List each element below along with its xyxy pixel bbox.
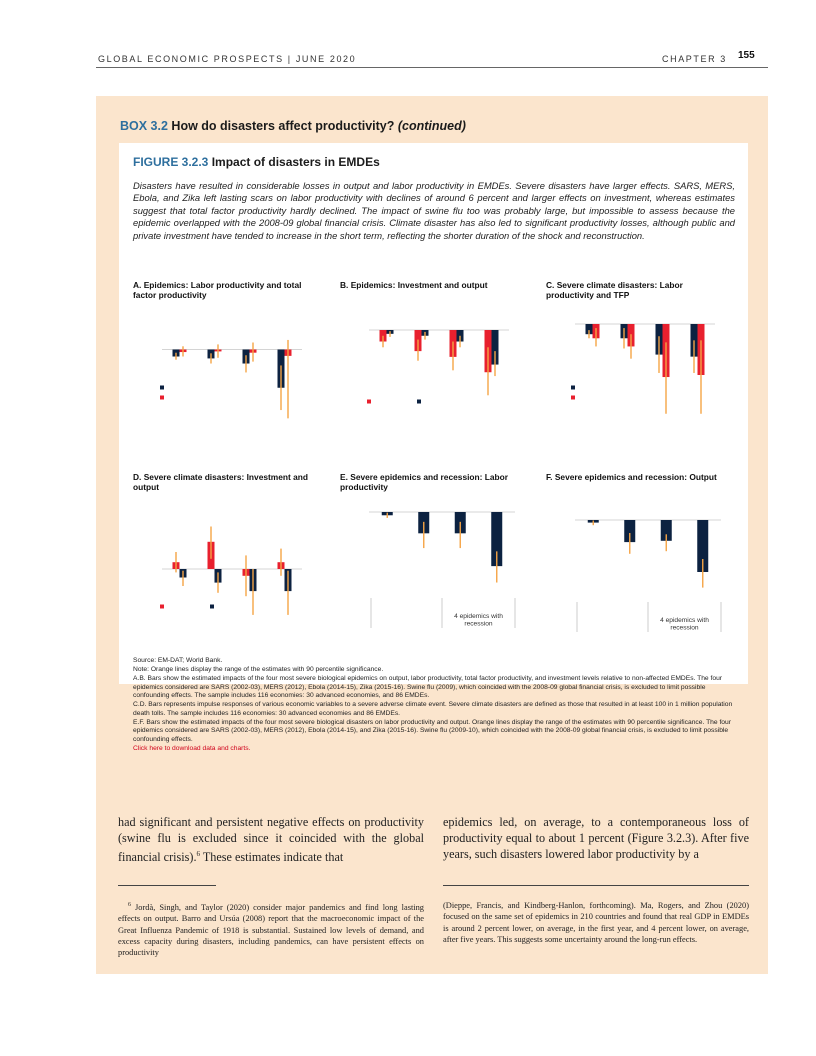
figure-label: FIGURE 3.2.3	[133, 155, 209, 169]
box-title	[120, 119, 466, 133]
footnote-ref[interactable]: 6	[196, 850, 201, 858]
chapter-label: CHAPTER 3	[662, 54, 727, 64]
chart-c-legend-swatch	[571, 386, 575, 390]
figure-title-text: Impact of disasters in EMDEs	[211, 155, 380, 169]
download-link[interactable]: Click here to download data and charts.	[133, 744, 251, 752]
chart-e-group-label	[454, 613, 503, 628]
footnote-left	[118, 900, 424, 959]
chart-a-legend-swatch	[160, 386, 164, 390]
body-left-tail: These estimates indicate that	[200, 850, 344, 865]
chart-e	[337, 498, 527, 638]
footnote-right: (Dieppe, Francis, and Kindberg-Hanlon, forthcoming). Ma, Rogers, and Zhou (2020) focused on the same set of epidemics in 210 countries and found that real GDP in EMDEs is around 2 percent lower, on average, in the first year, and 4 percent lower, on average, after five years. This suggests some uncertainty around the long-run effects.	[443, 901, 749, 945]
chart-d	[130, 500, 320, 640]
page-number: 155	[738, 50, 755, 61]
body-text-left	[118, 814, 424, 865]
box-label: BOX 3.2	[120, 119, 168, 133]
footnote-number: 6	[128, 902, 131, 908]
chart-b-legend-swatch	[367, 400, 371, 404]
chart-e-group-label-line: recession	[464, 620, 493, 628]
chart-b-legend-swatch	[417, 400, 421, 404]
chart-f-group-label-line: recession	[670, 624, 699, 632]
chart-d-legend-swatch	[160, 605, 164, 609]
chart-a-legend-swatch	[160, 396, 164, 400]
chart-e-title: E. Severe epidemics and recession: Labor productivity	[340, 472, 509, 492]
chart-a-title: A. Epidemics: Labor productivity and total factor productivity	[133, 280, 302, 300]
footnote-left-text: Jordà, Singh, and Taylor (2020) consider major pandemics and find long lasting effects on output. Barro and Ursúa (2008) report that the macroeconomic impact of the Great Influenza Pandemic of 1918 is substantial. Sustained low levels of demand, and excess capacity during disasters, including pandemics, can have persistent effects on productivity	[118, 902, 424, 958]
box-title-text: How do disasters affect productivity?	[171, 119, 395, 133]
header-rule	[96, 67, 768, 68]
running-header: GLOBAL ECONOMIC PROSPECTS | JUNE 2020	[98, 54, 357, 64]
figure-title	[133, 155, 380, 169]
footnote-rule-right	[443, 885, 749, 886]
box-continued: (continued)	[397, 119, 466, 133]
chart-f-title: F. Severe epidemics and recession: Output	[546, 472, 717, 482]
chart-b	[337, 306, 527, 446]
chart-e-group-label-line: 4 epidemics with	[454, 613, 503, 620]
chart-d-title: D. Severe climate disasters: Investment and output	[133, 472, 309, 492]
chart-c-legend-swatch	[571, 396, 575, 400]
chart-d-legend-swatch	[210, 605, 214, 609]
chart-b-title: B. Epidemics: Investment and output	[340, 280, 488, 290]
body-left-main: had significant and persistent negative effects on productivity (swine flu is excluded since it coincided with the global financial crisis).	[118, 815, 424, 865]
notes-ef: E.F. Bars show the estimated impacts of the four most severe biological disasters on labor productivity and output. Orange lines display the range of the estimates with 90 percentile significance. The four epidemics considered are SARS (2002-03), MERS (2012), Ebola (2014-15), and Zika (2015-16). Swine flu (2009-10), which coincided with the 2008-09 global financial crisis, is excluded to limit possible confounding effects.	[133, 718, 731, 743]
notes-cd: C.D. Bars represents impulse responses of various economic variables to a severe adverse climate event. Severe climate disasters are defined as those that resulted in at least 100 in 1 million population death tolls. The sample includes 116 economies: 30 advanced economies and 86 EMDEs.	[133, 701, 733, 717]
chart-f-group-label	[660, 617, 709, 632]
chart-c-title: C. Severe climate disasters: Labor productivity and TFP	[546, 280, 683, 300]
notes-ab: A.B. Bars show the estimated impacts of the four most severe biological epidemics on output, labor productivity, total factor productivity, and investment levels relative to non-affected EMDEs. The four epidemics considered are SARS (2002-03), MERS (2012), Ebola (2014-15), Zika (2015-16). Swine flu (2009), which coincided with the 2008-09 global financial crisis, is excluded to limit possible confounding effects. The sample includes 116 economies: 30 advanced economies, and 86 EMDEs.	[133, 675, 723, 700]
figure-notes	[133, 657, 743, 754]
chart-c	[543, 306, 733, 446]
chart-a	[130, 306, 320, 446]
notes-note: Note: Orange lines display the range of the estimates with 90 percentile significance.	[133, 666, 384, 674]
footnote-rule	[118, 885, 216, 886]
chart-f	[543, 500, 733, 640]
chart-f-group-label-line: 4 epidemics with	[660, 617, 709, 624]
body-text-right: epidemics led, on average, to a contemporaneous loss of productivity equal to about 1 percent (Figure 3.2.3). After five years, such disasters lowered labor productivity by a	[443, 815, 749, 861]
notes-source: Source: EM-DAT; World Bank.	[133, 657, 223, 664]
figure-description: Disasters have resulted in considerable losses in output and labor productivity in EMDEs. Severe disasters have larger effects. SARS, MERS, Ebola, and Zika left lasting scars on labor productivity with declines of around 6 percent and larger effects on investment, whereas estimates suggest that total factor productivity hardly declined. The impact of swine flu too was probably large, but impossible to assess because the epidemic overlapped with the 2008-09 global financial crisis. Climate disaster has also led to significant productivity losses, although public and private investment have tended to increase in the short term, reflecting the shorter duration of the shock and reconstruction.	[133, 180, 735, 241]
